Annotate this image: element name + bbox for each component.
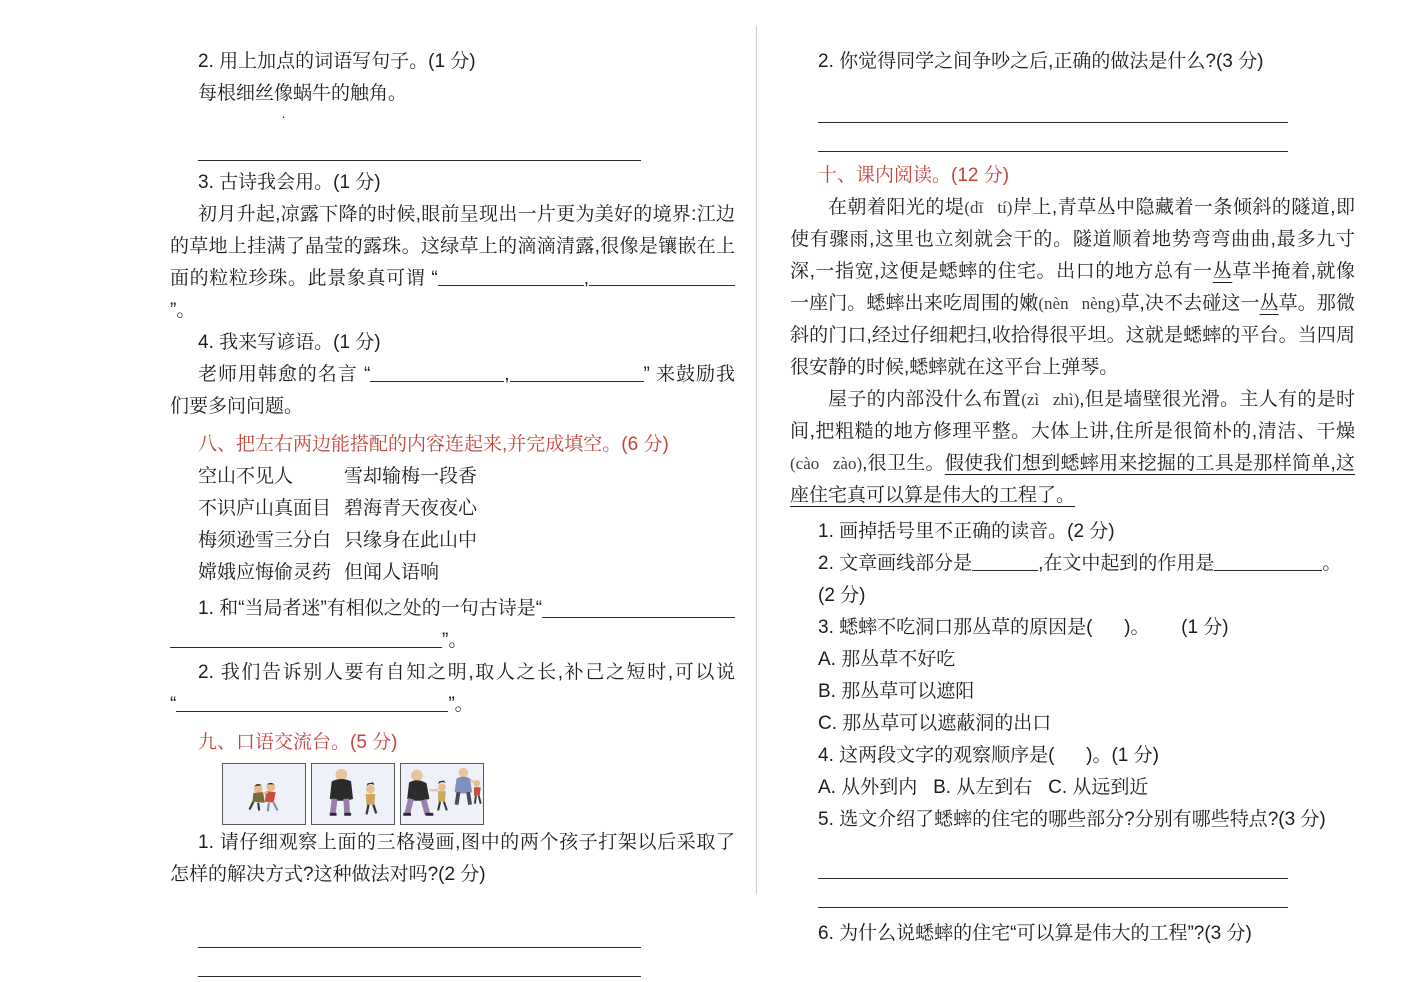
answer-line bbox=[198, 948, 641, 977]
emphasized-word: 像 · bbox=[274, 83, 294, 124]
pinyin-annotation: (dī tí) bbox=[964, 198, 1013, 217]
section10-heading: 十、课内阅读。(12 分) bbox=[818, 165, 1010, 186]
q4-proverb-title: 4. 我来写谚语。(1 分) bbox=[198, 332, 381, 353]
answer-line bbox=[818, 123, 1288, 152]
pinyin-annotation: (nèn nèng) bbox=[1038, 294, 1121, 313]
s8-q1-line2 bbox=[170, 625, 735, 657]
match-row: 不识庐山真面目 碧海青天夜夜心 bbox=[198, 498, 478, 519]
s10-q4: 4. 这两段文字的观察顺序是( )。(1 分) bbox=[818, 745, 1159, 766]
close-quote: ”。 bbox=[448, 694, 474, 715]
emphasis-dot: · bbox=[281, 109, 286, 124]
sentence-pre: 每根细丝 bbox=[198, 83, 275, 104]
fill-blank bbox=[438, 266, 584, 286]
underlined-char: 丛 bbox=[1212, 261, 1233, 282]
s10-q1: 1. 画掉括号里不正确的读音。(2 分) bbox=[818, 521, 1115, 542]
q2-write-sentence-title: 2. 用上加点的词语写句子。(1 分) bbox=[198, 51, 476, 72]
q2-discussion-title: 2. 你觉得同学之间争吵之后,正确的做法是什么?(3 分) bbox=[818, 51, 1264, 72]
comic-strip bbox=[222, 763, 735, 825]
matching-exercise bbox=[198, 461, 735, 589]
q4-sentence: 老师用韩愈的名言 “ , ” 来鼓励我们要多问问题。 bbox=[170, 364, 736, 417]
fill-blank bbox=[542, 593, 735, 618]
s10-q5: 5. 选文介绍了蟋蟀的住宅的哪些部分?分别有哪些特点?(3 分) bbox=[818, 809, 1326, 830]
underlined-sentence: 假使我们想到蟋蟀用来挖掘的工具是那样简单,这座住宅真可以算是伟大的工程了。 bbox=[790, 453, 1356, 506]
reading-paragraph-2: 屋子的内部没什么布置(zì zhì),但是墙壁很光滑。主人有的是时间,把粗糙的地方修理平整。大体上讲,住所是很简朴的,清洁、干燥(cào zào),很卫生。假使我们想到蟋蟀用来挖掘的工具是那样简单,这座住宅真可以算是伟大的工程了。 bbox=[790, 389, 1356, 506]
s10-q3-option-b: B. 那丛草可以遮阳 bbox=[818, 681, 975, 702]
s9-q1-text: 1. 请仔细观察上面的三格漫画,图中的两个孩子打架以后采取了怎样的解决方式?这种做法对吗?(2 分) bbox=[170, 832, 735, 885]
s8-q1-line1: 1. 和“当局者迷”有相似之处的一句古诗是“ bbox=[170, 593, 735, 625]
s10-q3-option-c: C. 那丛草可以遮蔽洞的出口 bbox=[818, 713, 1052, 734]
pinyin-annotation: (cào zào) bbox=[790, 454, 863, 473]
sentence-post: 蜗牛的触角。 bbox=[293, 83, 408, 104]
s10-q6: 6. 为什么说蟋蟀的住宅“可以算是伟大的工程”?(3 分) bbox=[818, 923, 1252, 944]
close-quote: ” bbox=[643, 364, 650, 385]
fill-blank bbox=[176, 692, 448, 712]
fill-blank bbox=[510, 362, 644, 382]
q3-passage: 初月升起,凉露下降的时候,眼前呈现出一片更为美好的境界:江边的草地上挂满了晶莹的露珠。这绿草上的滴滴清露,很像是镶嵌在上面的粒粒珍珠。此景象真可谓 “ ,”。 bbox=[170, 204, 735, 321]
close-quote: ”。 bbox=[170, 300, 196, 321]
s10-q3-option-a: A. 那丛草不好吃 bbox=[818, 649, 956, 670]
open-quote: “ bbox=[431, 268, 438, 289]
column-divider bbox=[756, 26, 757, 894]
comma: , bbox=[583, 268, 589, 289]
answer-line bbox=[818, 879, 1288, 908]
comic-panel-3 bbox=[400, 763, 484, 825]
comic-panel-2 bbox=[311, 763, 395, 825]
answer-line bbox=[818, 850, 1288, 879]
section8-heading: 八、把左右两边能搭配的内容连起来,并完成填空。(6 分) bbox=[198, 434, 669, 455]
reading-paragraph-1: 在朝着阳光的堤(dī tí)岸上,青草丛中隐藏着一条倾斜的隧道,即使有骤雨,这里也立刻就会干的。隧道顺着地势弯弯曲曲,最多九寸深,一指宽,这便是蟋蟀的住宅。出口的地方总有一丛草半掩着,就像一座门。蟋蟀出来吃周围的嫩(nèn nèng)草,决不去碰这一丛草。那微斜的门口,经过仔细耙扫,收拾得很平坦。这就是蟋蟀的平台。当四周很安静的时候,蟋蟀就在这平台上弹琴。 bbox=[790, 197, 1355, 378]
s8-q2-line1: 2. 我们告诉别人要有自知之明,取人之长,补己之短时,可以说 bbox=[198, 662, 735, 683]
open-quote: “ bbox=[363, 364, 371, 385]
match-row: 嫦娥应悔偷灵药 但闻人语响 bbox=[198, 562, 440, 583]
answer-line bbox=[198, 919, 641, 948]
match-row: 梅须逊雪三分白 只缘身在此山中 bbox=[198, 530, 478, 551]
match-row: 空山不见人 雪却输梅一段香 bbox=[198, 466, 478, 487]
fill-blank bbox=[589, 266, 735, 286]
q3-poem-title: 3. 古诗我会用。(1 分) bbox=[198, 172, 381, 193]
fill-blank bbox=[370, 362, 504, 382]
answer-line bbox=[818, 964, 1288, 982]
s8-q2-line2 bbox=[170, 689, 735, 721]
grandpa-talking-to-kid-illustration bbox=[312, 764, 394, 824]
section9-heading: 九、口语交流台。(5 分) bbox=[198, 732, 398, 753]
q2-example-sentence bbox=[170, 78, 735, 124]
underlined-char: 丛 bbox=[1259, 293, 1279, 314]
fill-blank bbox=[1214, 551, 1322, 571]
s10-q4-options: A. 从外到内 B. 从左到右 C. 从远到近 bbox=[818, 777, 1149, 798]
adults-separating-kids-illustration bbox=[401, 764, 483, 824]
close-quote: ”。 bbox=[442, 630, 468, 651]
left-column bbox=[170, 46, 735, 977]
open-quote: “ bbox=[170, 694, 177, 715]
fill-blank bbox=[972, 551, 1038, 571]
fill-blank bbox=[170, 628, 442, 648]
answer-line bbox=[818, 94, 1288, 123]
comic-panel-1 bbox=[222, 763, 306, 825]
kids-fighting-illustration bbox=[223, 764, 305, 824]
comma: , bbox=[504, 364, 510, 385]
s10-q2: 2. 文章画线部分是 ,在文中起到的作用是 。(2 分) bbox=[818, 553, 1342, 606]
answer-line bbox=[198, 132, 641, 161]
s10-q3: 3. 蟋蟀不吃洞口那丛草的原因是( )。 (1 分) bbox=[818, 617, 1229, 638]
pinyin-annotation: (zì zhì) bbox=[1021, 390, 1080, 409]
right-column bbox=[790, 46, 1355, 982]
